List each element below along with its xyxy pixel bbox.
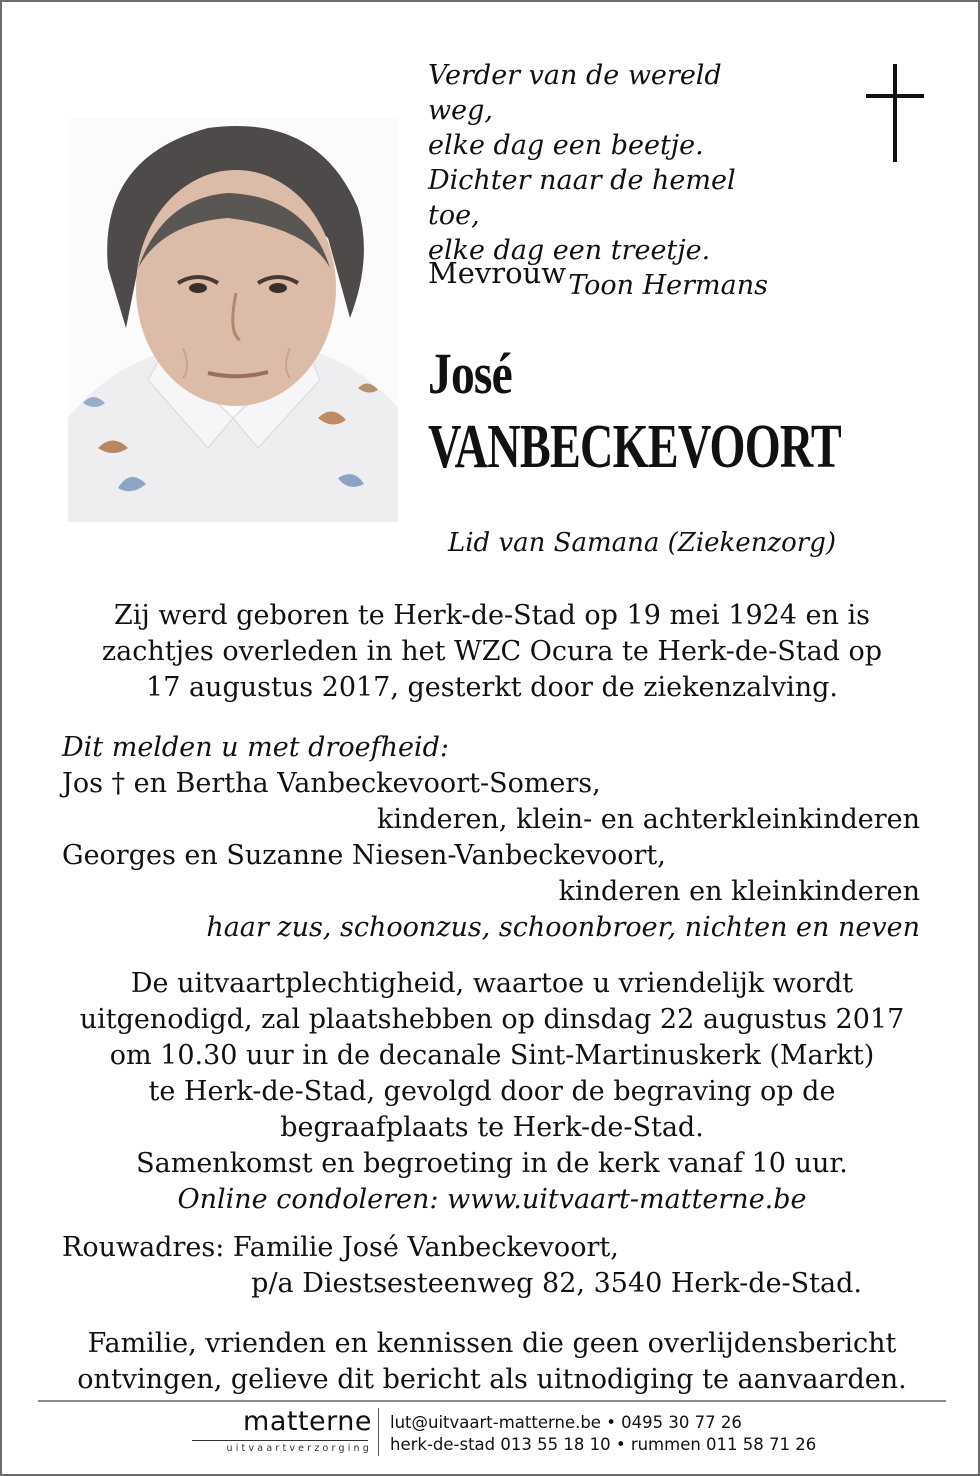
family-line: haar zus, schoonzus, schoonbroer, nichten en neven [206, 912, 920, 943]
contact-line[interactable]: lut@uitvaart-matterne.be • 0495 30 77 26 [390, 1413, 742, 1432]
text-line: zachtjes overleden in het WZC Ocura te Herk-de-Stad op [101, 636, 883, 667]
deceased-first-name: José [428, 341, 512, 406]
text-line: 17 augustus 2017, gesterkt door de ziekenzalving. [146, 672, 838, 703]
family-line: Georges en Suzanne Niesen-Vanbeckevoort, [62, 840, 666, 871]
announcement-intro: Dit melden u met droefheid: [62, 732, 449, 763]
family-line: kinderen, klein- en achterkleinkinderen [376, 804, 920, 835]
membership: Lid van Samana (Ziekenzorg) [447, 528, 837, 558]
closing-note [42, 1326, 942, 1398]
poem-author: Toon Hermans [568, 270, 768, 301]
brand-logo: matterne [243, 1406, 372, 1437]
text-line: Samenkomst en begroeting in de kerk vanaf 10 uur. [136, 1148, 848, 1179]
text-line: ontvingen, gelieve dit bericht als uitnodiging te aanvaarden. [77, 1364, 907, 1395]
birth-death-text [42, 598, 942, 706]
portrait-illustration [68, 118, 398, 522]
logo-underline [192, 1440, 368, 1441]
online-condolence-link[interactable]: Online condoleren: www.uitvaart-matterne.be [177, 1184, 807, 1215]
text-line: uitgenodigd, zal plaatshebben op dinsdag 22 augustus 2017 [79, 1004, 905, 1035]
text-line: De uitvaartplechtigheid, waartoe u vriendelijk wordt [130, 968, 854, 999]
footer-divider [38, 1400, 946, 1402]
address-line: p/a Diestsesteenweg 82, 3540 Herk-de-Stad. [251, 1268, 862, 1299]
poem-line: Dichter naar de hemel toe, [428, 165, 736, 231]
contact-info [390, 1412, 910, 1456]
footer-separator [378, 1408, 379, 1456]
poem-line: Verder van de wereld weg, [428, 60, 722, 126]
mourning-address [62, 1230, 920, 1302]
funeral-details [42, 966, 942, 1218]
text-line: Zij werd geboren te Herk-de-Stad op 19 mei 1924 en is [113, 600, 870, 631]
poem-line: elke dag een beetje. [428, 130, 704, 161]
cross-icon [866, 64, 924, 162]
family-line: kinderen en kleinkinderen [558, 876, 920, 907]
brand-tagline: uitvaartverzorging [226, 1443, 372, 1454]
text-line: begraafplaats te Herk-de-Stad. [280, 1112, 704, 1143]
contact-line: herk-de-stad 013 55 18 10 • rummen 011 58 71 26 [390, 1435, 817, 1454]
honorific: Mevrouw [428, 256, 567, 290]
address-line: Rouwadres: Familie José Vanbeckevoort, [62, 1232, 619, 1263]
deceased-last-name: VANBECKEVOORT [428, 413, 841, 481]
family-line: Jos † en Bertha Vanbeckevoort-Somers, [62, 768, 601, 799]
poem-line: elke dag een treetje. [428, 235, 711, 266]
portrait-photo [68, 118, 398, 522]
family-announcement [62, 730, 920, 946]
text-line: om 10.30 uur in de decanale Sint-Martinuskerk (Markt) [109, 1040, 875, 1071]
text-line: Familie, vrienden en kennissen die geen overlijdensbericht [87, 1328, 897, 1359]
text-line: te Herk-de-Stad, gevolgd door de begraving op de [148, 1076, 836, 1107]
